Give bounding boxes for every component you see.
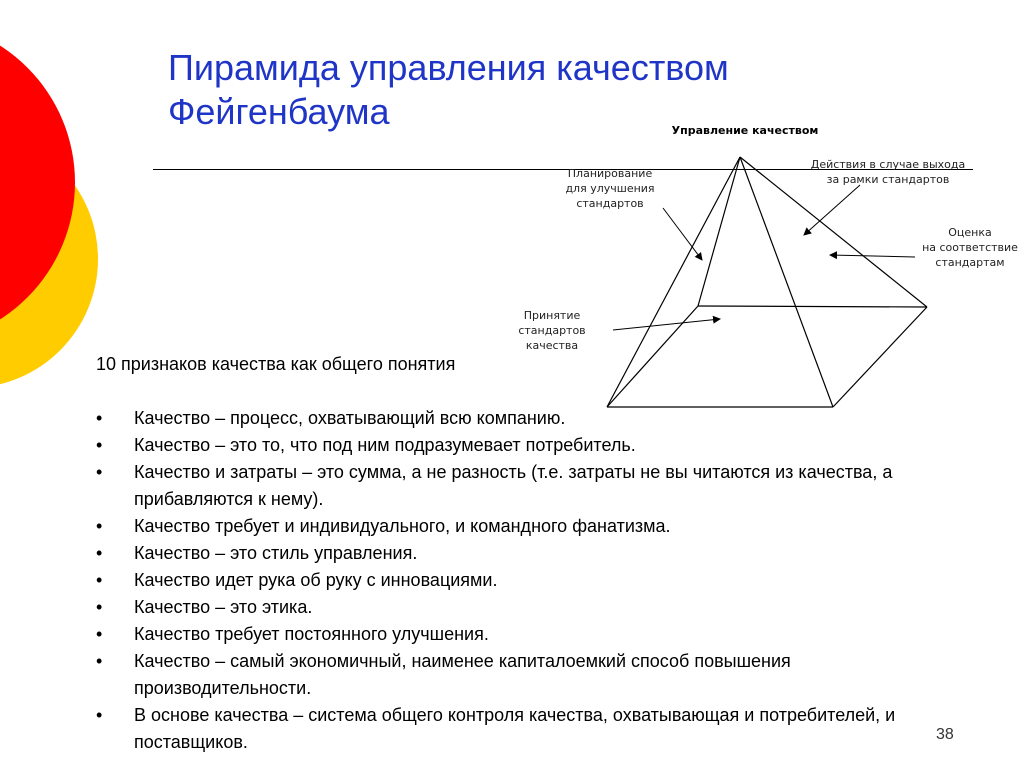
list-item-text: Качество и затраты – это сумма, а не разность (т.е. затраты не вы читаются из качества, а прибавляются к нему).	[134, 462, 893, 509]
list-item-text: Качество – это то, что под ним подразумевает потребитель.	[134, 435, 636, 455]
list-item	[96, 621, 936, 648]
list-item-text: Качество требует и индивидуального, и командного фанатизма.	[134, 516, 671, 536]
slide-content	[96, 351, 936, 756]
list-item-text: Качество – это этика.	[134, 597, 313, 617]
slide-title: Пирамида управления качеством Фейгенбаума	[168, 47, 729, 132]
list-item	[96, 513, 936, 540]
list-item-text: Качество требует постоянного улучшения.	[134, 624, 489, 644]
diagram-top-label: Управление качеством	[671, 124, 819, 137]
arrow-evaluation	[830, 255, 915, 257]
arrow-actions	[804, 185, 860, 235]
bullet-dot: •	[96, 462, 103, 482]
page-number: 38	[936, 726, 954, 743]
list-item	[96, 540, 936, 567]
arrow-planning	[663, 208, 702, 260]
bullet-dot: •	[96, 543, 103, 563]
list-item-text: Качество – это стиль управления.	[134, 543, 418, 563]
bullet-dot: •	[96, 570, 103, 590]
list-item-text: Качество идет рука об руку с инновациями.	[134, 570, 498, 590]
label-actions: Действия в случае выхода за рамки стандартов	[810, 158, 966, 186]
list-item	[96, 648, 936, 702]
intro-text: 10 признаков качества как общего понятия	[96, 354, 456, 374]
list-item	[96, 567, 936, 594]
list-item	[96, 594, 936, 621]
pyramid-edge-back	[698, 157, 740, 306]
bullet-dot: •	[96, 408, 103, 428]
list-item-text: Качество – процесс, охватывающий всю компанию.	[134, 408, 566, 428]
bullet-dot: •	[96, 597, 103, 617]
list-item	[96, 702, 936, 756]
list-item-text: Качество – самый экономичный, наименее капиталоемкий способ повышения производительности.	[134, 651, 791, 698]
arrow-adoption	[613, 319, 720, 330]
label-planning: Планирование для улучшения стандартов	[565, 167, 655, 210]
list-item	[96, 432, 936, 459]
list-item	[96, 459, 936, 513]
bullet-dot: •	[96, 516, 103, 536]
label-evaluation: Оценка на соответствие стандартам	[922, 226, 1018, 269]
bullet-dot: •	[96, 624, 103, 644]
label-adoption: Принятие стандартов качества	[518, 309, 586, 352]
bullet-dot: •	[96, 705, 103, 725]
pyramid-base-back	[698, 306, 927, 307]
bullet-dot: •	[96, 435, 103, 455]
bullet-dot: •	[96, 651, 103, 671]
list-item-text: В основе качества – система общего контроля качества, охватывающая и потребителей, и поставщиков.	[134, 705, 896, 752]
quality-signs-list	[96, 405, 936, 756]
list-item	[96, 405, 936, 432]
